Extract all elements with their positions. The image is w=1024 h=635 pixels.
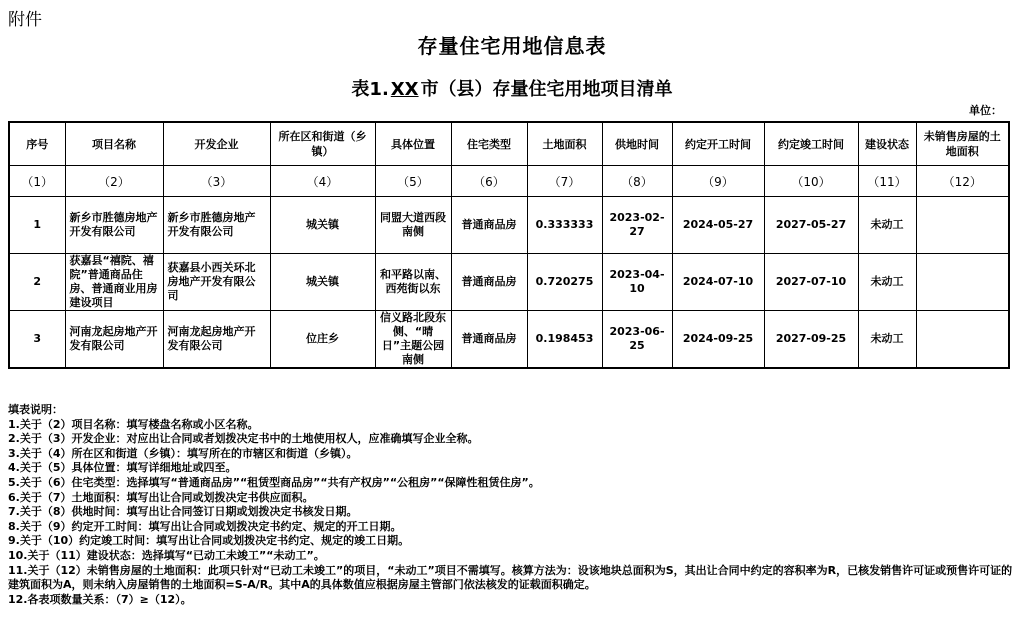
note-item: 3.关于（4）所在区和街道（乡镇）：填写所在的市辖区和街道（乡镇）。 (8, 446, 358, 460)
filling-instructions (8, 403, 1013, 607)
cell-developer: 获嘉县小西关环北房地产开发有限公司 (163, 254, 270, 311)
cell-start-date: 2024-05-27 (672, 197, 764, 254)
col-header: 约定开工时间 (672, 122, 764, 166)
col-header: 未销售房屋的土地面积 (916, 122, 1009, 166)
col-index: （6） (451, 166, 527, 197)
cell-district: 位庄乡 (270, 311, 375, 369)
col-header: 具体位置 (375, 122, 451, 166)
table-row (9, 197, 1009, 254)
note-item: 11.关于（12）未销售房屋的土地面积：此项只针对“已动工未竣工”的项目，“未动工”项目不需填写。核算方法为：设该地块总面积为S，其出让合同中约定的容积率为R，已核发销售许可证或预售许可证的建筑面积为A，则未纳入房屋销售的土地面积=S-A/R。其中A的具体数值应根据房屋主管部门依法核发的证载面积确定。 (8, 563, 1013, 592)
cell-status: 未动工 (858, 197, 916, 254)
col-header: 所在区和街道（乡镇） (270, 122, 375, 166)
cell-location: 同盟大道西段南侧 (375, 197, 451, 254)
table-row (9, 311, 1009, 369)
col-header: 约定竣工时间 (764, 122, 858, 166)
col-index: （3） (163, 166, 270, 197)
col-index: （11） (858, 166, 916, 197)
subtitle-prefix: 表1. (351, 79, 389, 100)
col-index: （1） (9, 166, 65, 197)
cell-no: 1 (9, 197, 65, 254)
cell-project-name: 获嘉县“禧院、禧院”普通商品住房、普通商业用房建设项目 (65, 254, 163, 311)
cell-developer: 河南龙起房地产开发有限公司 (163, 311, 270, 369)
cell-unsold-area (916, 311, 1009, 369)
cell-project-name: 河南龙起房地产开发有限公司 (65, 311, 163, 369)
note-item: 6.关于（7）土地面积：填写出让合同或划拨决定书供应面积。 (8, 490, 314, 504)
cell-area: 0.720275 (527, 254, 602, 311)
subtitle-rest: 市（县）存量住宅用地项目清单 (420, 79, 673, 100)
table-subtitle (0, 75, 1024, 101)
cell-unsold-area (916, 254, 1009, 311)
cell-finish-date: 2027-05-27 (764, 197, 858, 254)
cell-start-date: 2024-09-25 (672, 311, 764, 369)
col-index: （2） (65, 166, 163, 197)
col-index: （4） (270, 166, 375, 197)
col-index: （8） (602, 166, 672, 197)
note-item: 5.关于（6）住宅类型：选择填写“普通商品房”“租赁型商品房”“共有产权房”“公租房”“保障性租赁住房”。 (8, 475, 540, 489)
col-index: （5） (375, 166, 451, 197)
cell-status: 未动工 (858, 311, 916, 369)
note-item: 2.关于（3）开发企业：对应出让合同或者划拨决定书中的土地使用权人，应准确填写企业全称。 (8, 432, 479, 446)
note-item: 4.关于（5）具体位置：填写详细地址或四至。 (8, 461, 237, 475)
cell-project-name: 新乡市胜德房地产开发有限公司 (65, 197, 163, 254)
cell-area: 0.333333 (527, 197, 602, 254)
table-row (9, 254, 1009, 311)
index-row (9, 166, 1009, 197)
col-header: 住宅类型 (451, 122, 527, 166)
col-header: 供地时间 (602, 122, 672, 166)
col-index: （7） (527, 166, 602, 197)
note-item: 10.关于（11）建设状态：选择填写“已动工未竣工”“未动工”。 (8, 548, 325, 562)
cell-type: 普通商品房 (451, 197, 527, 254)
cell-supply-date: 2023-06-25 (602, 311, 672, 369)
col-index: （10） (764, 166, 858, 197)
col-header: 建设状态 (858, 122, 916, 166)
cell-location: 信义路北段东侧、“晴日”主题公园南侧 (375, 311, 451, 369)
cell-location: 和平路以南、西苑街以东 (375, 254, 451, 311)
note-item: 8.关于（9）约定开工时间：填写出让合同或划拨决定书约定、规定的开工日期。 (8, 519, 402, 533)
unit-label: 单位： (969, 104, 1002, 117)
cell-area: 0.198453 (527, 311, 602, 369)
cell-unsold-area (916, 197, 1009, 254)
document-title: 存量住宅用地信息表 (417, 34, 607, 58)
note-item: 12.各表项数量关系：（7）≥（12）。 (8, 592, 192, 606)
subtitle-placeholder: XX (390, 79, 419, 100)
cell-district: 城关镇 (270, 197, 375, 254)
col-header: 开发企业 (163, 122, 270, 166)
cell-no: 3 (9, 311, 65, 369)
note-item: 9.关于（10）约定竣工时间：填写出让合同或划拨决定书约定、规定的竣工日期。 (8, 534, 410, 548)
cell-status: 未动工 (858, 254, 916, 311)
cell-district: 城关镇 (270, 254, 375, 311)
header-row (9, 122, 1009, 166)
col-header: 项目名称 (65, 122, 163, 166)
note-item: 1.关于（2）项目名称：填写楼盘名称或小区名称。 (8, 417, 259, 431)
cell-finish-date: 2027-07-10 (764, 254, 858, 311)
col-header: 土地面积 (527, 122, 602, 166)
col-header: 序号 (9, 122, 65, 166)
attachment-label: 附件 (8, 10, 42, 30)
note-item: 7.关于（8）供地时间：填写出让合同签订日期或划拨决定书核发日期。 (8, 505, 358, 519)
cell-finish-date: 2027-09-25 (764, 311, 858, 369)
cell-type: 普通商品房 (451, 254, 527, 311)
cell-supply-date: 2023-02-27 (602, 197, 672, 254)
cell-type: 普通商品房 (451, 311, 527, 369)
cell-no: 2 (9, 254, 65, 311)
land-info-table (8, 121, 1010, 369)
notes-heading: 填表说明： (8, 403, 63, 416)
cell-developer: 新乡市胜德房地产开发有限公司 (163, 197, 270, 254)
cell-start-date: 2024-07-10 (672, 254, 764, 311)
cell-supply-date: 2023-04-10 (602, 254, 672, 311)
col-index: （9） (672, 166, 764, 197)
col-index: （12） (916, 166, 1009, 197)
